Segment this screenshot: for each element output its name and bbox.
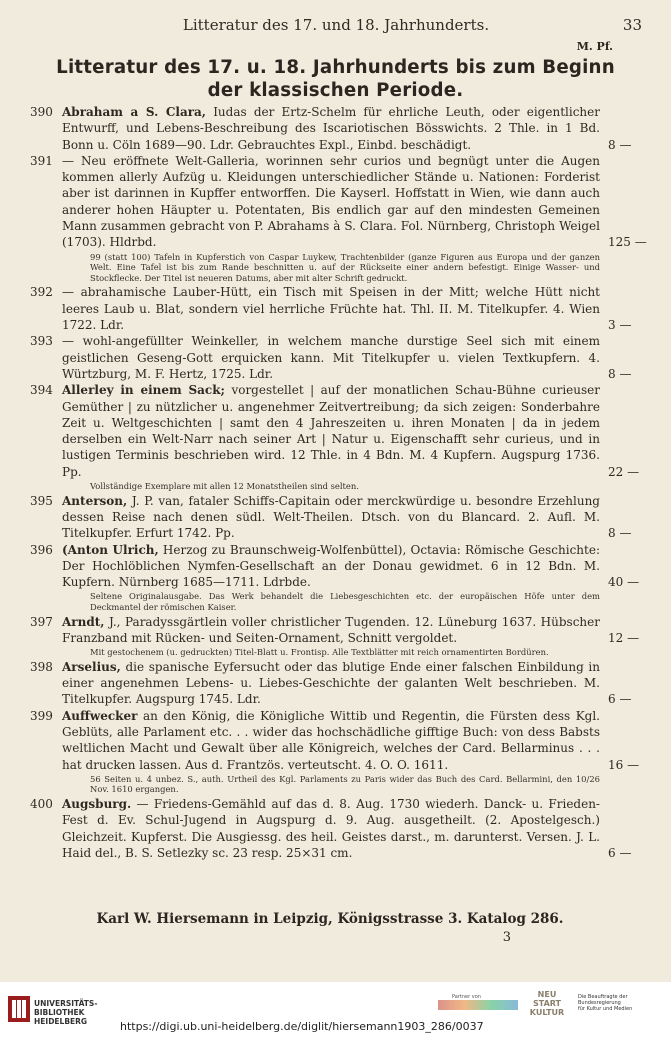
- partner-label: Partner von: [452, 994, 481, 1000]
- entry-price: 125 —: [606, 234, 652, 250]
- neustart-line-1: NEU: [537, 990, 557, 999]
- entry-number: 392: [30, 285, 53, 300]
- entry-number: 400: [30, 797, 53, 812]
- catalog-entry: [30, 153, 652, 251]
- library-name-line-1: UNIVERSITÄTS-: [34, 999, 98, 1008]
- entry-author: Abraham a S. Clara,: [62, 105, 206, 119]
- bkm-line-1: Die Beauftragte der Bundesregierung: [578, 994, 628, 1006]
- entry-text: die spanische Eyfersucht oder das blutige Ende einer falschen Einbildung in einer angenehmen Lebens- u. Liebes-Geschichte der galanten Welt beschrieben. M. Titelkupfer. Augspurg 1745. Ldr.: [62, 659, 600, 707]
- entry-number: 393: [30, 334, 53, 349]
- entry-body: [62, 284, 652, 333]
- entry-note: Vollständige Exemplare mit allen 12 Monatstheilen sind selten.: [90, 481, 359, 492]
- entry-price: 8 —: [606, 366, 652, 382]
- entry-author: (Anton Ulrich,: [62, 542, 159, 557]
- entry-body: [62, 382, 652, 480]
- entry-text: an den König, die Königliche Wittib und Regentin, die Fürsten dess Kgl. Geblüts, alle Parlament etc. . . wider das hochschädliche gifftige Buch: von dess Babsts weltlichen Macht und Gewalt über alle Königreich, welches der Card. Bellarminus . . . hat drucken lassen. Aus d. Frantzös. verteutscht. 4. O. O. 1611.: [62, 708, 600, 772]
- entry-author: Augsburg.: [62, 797, 132, 812]
- entry-price: 6 —: [606, 845, 652, 861]
- neustart-kultur-logo[interactable]: [524, 990, 570, 1017]
- entry-text: — Friedens-Gemähld auf das d. 8. Aug. 1730 wiederh. Danck- u. Frieden-Fest d. Ev. Schul-Jugend in Augspurg d. 9. Aug. ausgetheilt. (2. Apostelgesch.) Gleichzeit. Kupferst. Die Ausgiessg. des heil. Geistes darst., m. darunterst. Versen. J. L. Haid del., B. S. Setlezky sc. 23 resp. 25×31 cm.: [62, 797, 600, 860]
- entry-text: — Neu eröffnete Welt-Galleria, worinnen sehr curios und begnügt unter die Augen kommen allerly Aufzüg u. Kleidungen unterschiedlicher Stände u. Nationen: Forderist aber ist darinnen in Kupffer entworffen. Die Kayserl. Hoffstatt in Wien, wie dann auch anderer hohen Häupter u. Potentaten, Bis endlich gar auf den mindesten Gemeinen Mann zusammen gebracht von P. Abrahams à S. Clara. Fol. Nürnberg, Christoph Weigel (1703). Hldrbd.: [62, 153, 600, 250]
- entry-number: 390: [30, 105, 53, 119]
- signature-mark: 3: [502, 930, 511, 945]
- partner-logo[interactable]: [438, 1000, 518, 1010]
- page-number: 33: [622, 16, 642, 34]
- entry-note: Seltene Originalausgabe. Das Werk behandelt die Liebesgeschichten etc. der europäischen Höfe unter dem Deckmantel der römischen Kaiser.: [90, 591, 600, 612]
- entry-author: Arselius,: [62, 659, 121, 674]
- entry-body: [62, 614, 652, 647]
- entry-body: [62, 493, 652, 542]
- catalog-entry: [30, 796, 652, 861]
- catalog-entry: [30, 333, 652, 382]
- entry-text: J., Paradyssgärtlein voller christlicher Tugenden. 12. Lüneburg 1637. Hübscher Franzband mit Rücken- und Seiten-Ornament, Schnitt vergoldet.: [62, 614, 600, 645]
- catalog-entry: [30, 708, 652, 773]
- running-head-title: Litteratur des 17. und 18. Jahrhunderts.: [182, 16, 490, 34]
- entry-body: [62, 796, 652, 861]
- entry-price: 22 —: [606, 464, 652, 480]
- entry-author: Auffwecker: [62, 708, 138, 723]
- catalog-entry: [30, 104, 652, 153]
- bkm-logo[interactable]: [578, 994, 668, 1012]
- entry-price: 3 —: [606, 317, 652, 333]
- entry-text: — abrahamische Lauber-Hütt, ein Tisch mit Speisen in der Mitt; welche Hütt nicht leeres Laub u. Blat, sondern viel herrliche Früchte hat. Thl. II. M. Titelkupfer. 4. Wien 1722. Ldr.: [62, 285, 600, 333]
- entry-text: Iudas der Ertz-Schelm für ehrliche Leuth, oder eigentlicher Entwurff, und Lebens-Beschreibung des Iscariotischen Bösswichts. 2 Thle. in 1 Bd. Bonn u. Cöln 1689—90. Ldr. Gebrauchtes Expl., Einbd. beschädigt.: [62, 105, 600, 152]
- section-title: [20, 56, 651, 102]
- entry-price: 6 —: [606, 691, 652, 707]
- entry-text: Herzog zu Braunschweig-Wolfenbüttel), Octavia: Römische Geschichte: Der Hochlöblichen Nymfen-Gesellschaft an der Donau gewidmet. 6 in 12 Bdn. M. Kupfern. Nürnberg 1685—1711. Ldrbde.: [62, 542, 600, 590]
- entry-number: 396: [30, 542, 53, 557]
- entry-number: 398: [30, 659, 53, 674]
- entry-body: [62, 153, 652, 251]
- section-title-line-2: der klassischen Periode.: [207, 80, 464, 101]
- entry-price: 12 —: [606, 630, 652, 646]
- entry-number: 391: [30, 153, 53, 168]
- library-name-line-3: HEIDELBERG: [34, 1017, 88, 1026]
- entry-body: [62, 708, 652, 773]
- neustart-line-3: KULTUR: [529, 1008, 565, 1017]
- catalog-entry: [30, 614, 652, 647]
- entry-author: Arndt,: [62, 614, 105, 629]
- entry-number: 395: [30, 493, 53, 508]
- entry-body: [62, 542, 652, 591]
- catalog-entry: [30, 493, 652, 542]
- catalog-entry: [30, 542, 652, 591]
- entry-text: J. P. van, fataler Schiffs-Capitain oder merckwürdige u. besondre Erzehlung dessen Reise nach denen südl. Welt-Theilen. Dtsch. von du Blancard. 2. Aufl. M. Titelkupfer. Erfurt 1742. Pp.: [62, 493, 600, 541]
- catalog-entries: [30, 104, 652, 861]
- entry-number: 397: [30, 614, 53, 629]
- entry-note: 56 Seiten u. 4 unbez. S., auth. Urtheil des Kgl. Parlaments zu Paris wider das Buch des Card. Bellarmini, den 10/26 Nov. 1610 ergangen.: [90, 773, 600, 795]
- catalog-entry: [30, 284, 652, 333]
- section-title-line-1: Litteratur des 17. u. 18. Jahrhunderts bis zum Beginn: [56, 57, 615, 78]
- university-library-logo-icon: [8, 996, 30, 1022]
- entry-text: vorgestellet | auf der monatlichen Schau-Bühne curieuser Gemüther | zu nützlicher u. angenehmer Zeitvertreibung; da sich zeigen: Sonderbahre Zeit u. Weltgeschichten | samt den 4 Jahreszeiten u. ihren Monaten | da in jedem derselben ein Welt-Narr nach seiner Art | Natur u. Eigenschafft sehr curieus, und in lustigen Terminis beschrieben wird. 12 Thle. in 4 Bdn. M. 4 Kupfern. Augspurg 1736. Pp.: [62, 383, 600, 479]
- catalog-entry: [30, 382, 652, 480]
- entry-body: [62, 659, 652, 708]
- entry-note: 99 (statt 100) Tafeln in Kupferstich von Caspar Luykew, Trachtenbilder (ganze Figuren aus Europa und der ganzen Welt. Eine Tafel ist bis zum Rande beschnitten u. auf der Rückseite einer andern befestigt. Einige Wasser- und Stockflecke. Der Titel ist neueren Datums, aber mit alter Schrift gedruckt.: [90, 251, 600, 283]
- entry-author: Allerley in einem Sack;: [62, 383, 225, 398]
- entry-number: 394: [30, 383, 53, 398]
- entry-author: Anterson,: [62, 493, 128, 508]
- entry-note: Mit gestochenem (u. gedruckten) Titel-Blatt u. Frontisp. Alle Textblätter mit reich ornamentirten Bordüren.: [90, 647, 549, 658]
- publisher-footer: Karl W. Hiersemann in Leipzig, Königsstrasse 3. Katalog 286.: [96, 911, 564, 927]
- university-library-name[interactable]: [34, 999, 97, 1026]
- entry-price: 8 —: [606, 137, 652, 153]
- price-column-heading: M. Pf.: [576, 40, 613, 53]
- entry-number: 399: [30, 708, 53, 723]
- entry-text: — wohl-angefüllter Weinkeller, in welchem manche durstige Seel sich mit einem geistlichen Geseng-Gott erquicken kann. Mit Titelkupfer u. vielen Textkupfern. 4. Würtzburg, M. F. Hertz, 1725. Ldr.: [62, 334, 600, 381]
- permalink-url[interactable]: https://digi.ub.uni-heidelberg.de/diglit/hiersemann1903_286/0037: [120, 1020, 484, 1033]
- entry-price: 16 —: [606, 757, 652, 773]
- library-name-line-2: BIBLIOTHEK: [34, 1008, 85, 1017]
- entry-price: 40 —: [606, 574, 652, 590]
- catalog-entry: [30, 659, 652, 708]
- entry-body: [62, 333, 652, 382]
- neustart-line-2: START: [532, 999, 562, 1008]
- running-head: [30, 16, 642, 34]
- bkm-line-2: für Kultur und Medien: [578, 1006, 633, 1012]
- entry-body: [62, 104, 652, 153]
- entry-price: 8 —: [606, 525, 652, 541]
